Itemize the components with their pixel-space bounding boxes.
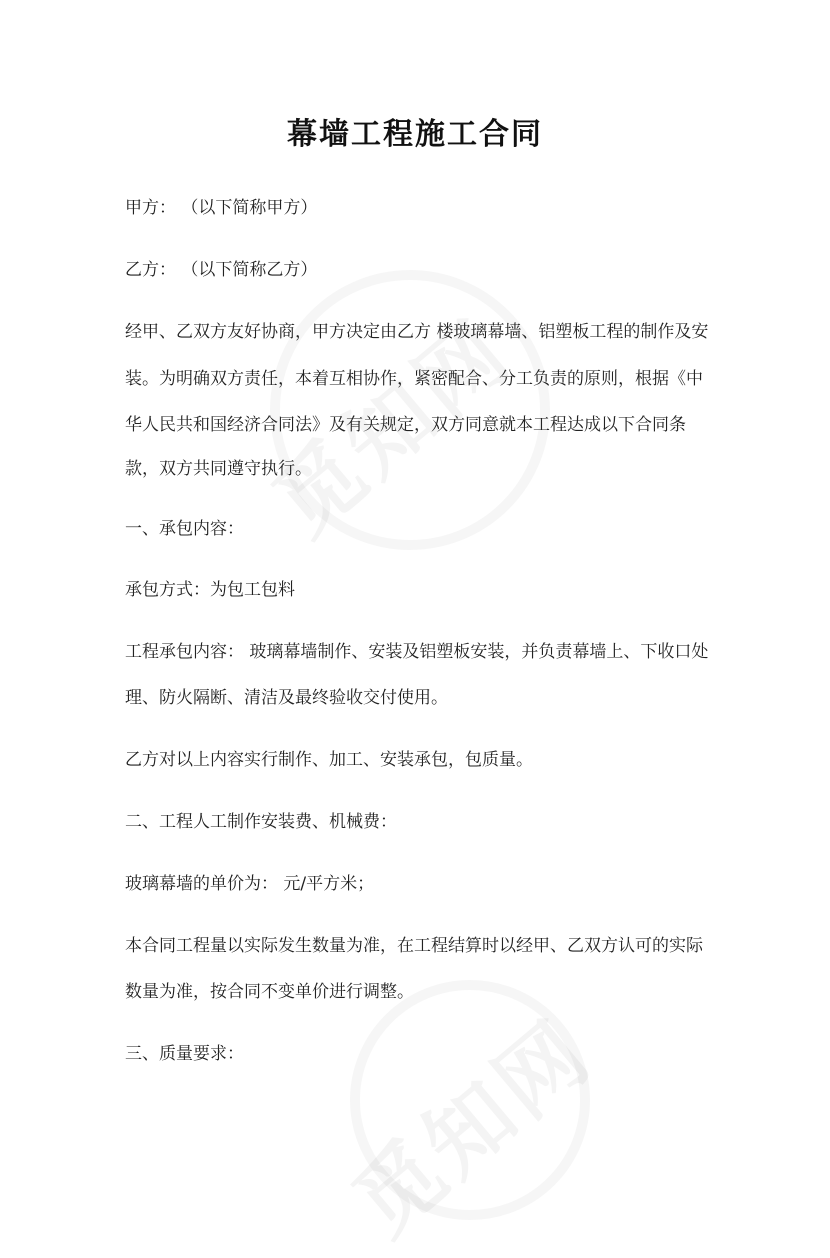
intro-paragraph-line: 经甲、乙双方友好协商，甲方决定由乙方 楼玻璃幕墙、铝塑板工程的制作及安 bbox=[125, 322, 709, 342]
responsibility-line: 乙方对以上内容实行制作、加工、安装承包，包质量。 bbox=[125, 750, 533, 770]
watermark bbox=[322, 986, 613, 1258]
intro-paragraph-line: 款，双方共同遵守执行。 bbox=[125, 459, 312, 479]
scope-paragraph-line: 工程承包内容： 玻璃幕墙制作、安装及铝塑板安装，并负责幕墙上、下收口处 bbox=[125, 642, 709, 662]
intro-paragraph-line: 装。为明确双方责任，本着互相协作，紧密配合、分工负责的原则，根据《中 bbox=[125, 369, 703, 389]
party-a-line: 甲方： （以下简称甲方） bbox=[125, 198, 318, 218]
page-title: 幕墙工程施工合同 bbox=[287, 117, 543, 152]
quantity-paragraph-line: 本合同工程量以实际发生数量为准，在工程结算时以经甲、乙双方认可的实际 bbox=[125, 936, 703, 956]
contract-method-line: 承包方式：为包工包料 bbox=[125, 580, 295, 600]
watermark-ring bbox=[350, 980, 590, 1220]
section-heading-3: 三、质量要求： bbox=[125, 1044, 244, 1064]
unit-price-line: 玻璃幕墙的单价为： 元/平方米； bbox=[125, 874, 375, 894]
quantity-paragraph-line: 数量为准，按合同不变单价进行调整。 bbox=[125, 982, 414, 1002]
party-b-line: 乙方： （以下简称乙方） bbox=[125, 260, 318, 280]
section-heading-1: 一、承包内容： bbox=[125, 519, 244, 539]
scope-paragraph-line: 理、防火隔断、清洁及最终验收交付使用。 bbox=[125, 688, 448, 708]
section-heading-2: 二、工程人工制作安装费、机械费： bbox=[125, 812, 397, 832]
intro-paragraph-line: 华人民共和国经济合同法》及有关规定，双方同意就本工程达成以下合同条 bbox=[125, 415, 686, 435]
